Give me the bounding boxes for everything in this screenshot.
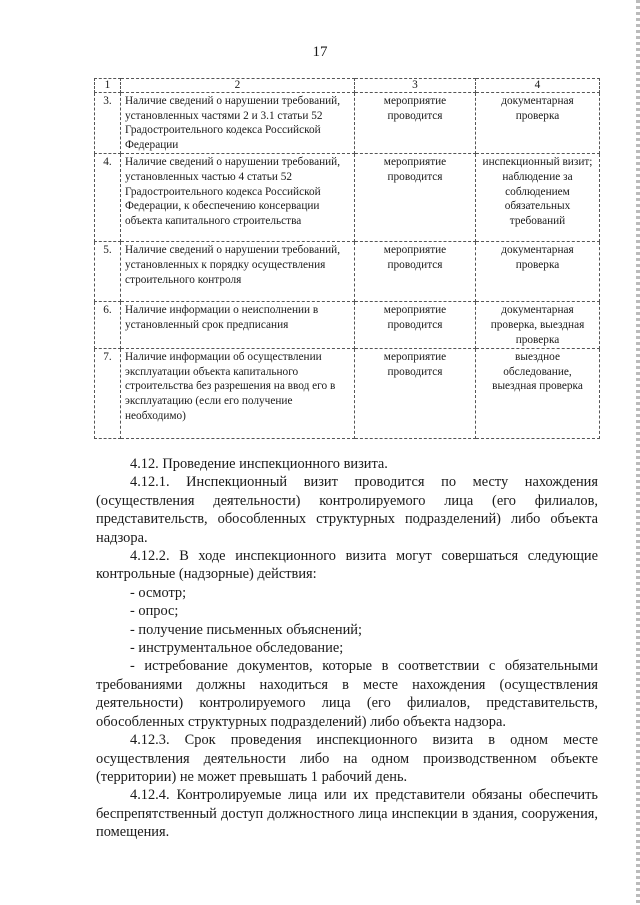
row-number: 6. xyxy=(95,302,121,349)
row-event: мероприятие проводится xyxy=(355,242,476,302)
table-row xyxy=(95,154,600,242)
column-header: 1 xyxy=(95,79,121,93)
table-row xyxy=(95,93,600,154)
list-item: - получение письменных объяснений; xyxy=(130,621,362,638)
paragraph: 4.12.1. Инспекционный визит проводится по месту нахождения (осуществления деятельности) контролируемого лица (его филиалов, представительств, обособленных структурных подразделений) либо объекта надзора. xyxy=(96,474,598,546)
row-number: 4. xyxy=(95,154,121,242)
column-header: 2 xyxy=(121,79,355,93)
paragraph: 4.12.2. В ходе инспекционного визита могут совершаться следующие контрольные (надзорные) действия: xyxy=(96,548,598,583)
row-event: мероприятие проводится xyxy=(355,349,476,439)
list-item: - опрос; xyxy=(130,603,179,620)
list-item: - истребование документов, которые в соответствии с обязательными требованиями должны находиться в месте нахождения (осуществления деятельности) контролируемого лица (его филиалов, представительств, обособленных структурных подразделений) либо объекта надзора. xyxy=(96,658,598,730)
table-row xyxy=(95,302,600,349)
row-description: Наличие информации о неисполнении в установленный срок предписания xyxy=(121,302,355,349)
row-description: Наличие сведений о нарушении требований, установленных к порядку осуществления строительного контроля xyxy=(121,242,355,302)
row-check-type: инспекционный визит; наблюдение за соблюдением обязательных требований xyxy=(476,154,600,242)
row-event: мероприятие проводится xyxy=(355,302,476,349)
row-number: 3. xyxy=(95,93,121,154)
table-header-row xyxy=(95,79,600,93)
row-event: мероприятие проводится xyxy=(355,93,476,154)
row-number: 5. xyxy=(95,242,121,302)
scan-edge-border xyxy=(636,0,640,905)
paragraph: 4.12.3. Срок проведения инспекционного визита в одном месте осуществления деятельности либо на одном производственном объекте (территории) не может превышать 1 рабочий день. xyxy=(96,732,598,785)
row-check-type: документарная проверка xyxy=(476,242,600,302)
paragraph: 4.12.4. Контролируемые лица или их представители обязаны обеспечить беспрепятственный доступ должностного лица инспекции в здания, сооружения, помещения. xyxy=(96,787,598,841)
body-text xyxy=(96,455,598,842)
list-item: - осмотр; xyxy=(130,584,187,601)
row-check-type: документарная проверка xyxy=(476,93,600,154)
row-check-type: выездное обследование, выездная проверка xyxy=(476,349,600,439)
row-check-type: документарная проверка, выездная проверка xyxy=(476,302,600,349)
column-header: 3 xyxy=(355,79,476,93)
column-header: 4 xyxy=(476,79,600,93)
row-description: Наличие сведений о нарушении требований, установленных частью 4 статьи 52 Градостроительного кодекса Российской Федерации, к обеспечению консервации объекта капитального строительства xyxy=(121,154,355,242)
row-description: Наличие сведений о нарушении требований, установленных частями 2 и 3.1 статьи 52 Градостроительного кодекса Российской Федерации xyxy=(121,93,355,154)
row-description: Наличие информации об осуществлении эксплуатации объекта капитального строительства без разрешения на ввод его в эксплуатацию (если его получение необходимо) xyxy=(121,349,355,439)
list-item: - инструментальное обследование; xyxy=(130,640,344,657)
page-number: 17 xyxy=(312,44,328,60)
section-heading: 4.12. Проведение инспекционного визита. xyxy=(130,456,388,472)
row-event: мероприятие проводится xyxy=(355,154,476,242)
table-row xyxy=(95,349,600,439)
row-number: 7. xyxy=(95,349,121,439)
requirements-table xyxy=(94,78,600,439)
table-row xyxy=(95,242,600,302)
